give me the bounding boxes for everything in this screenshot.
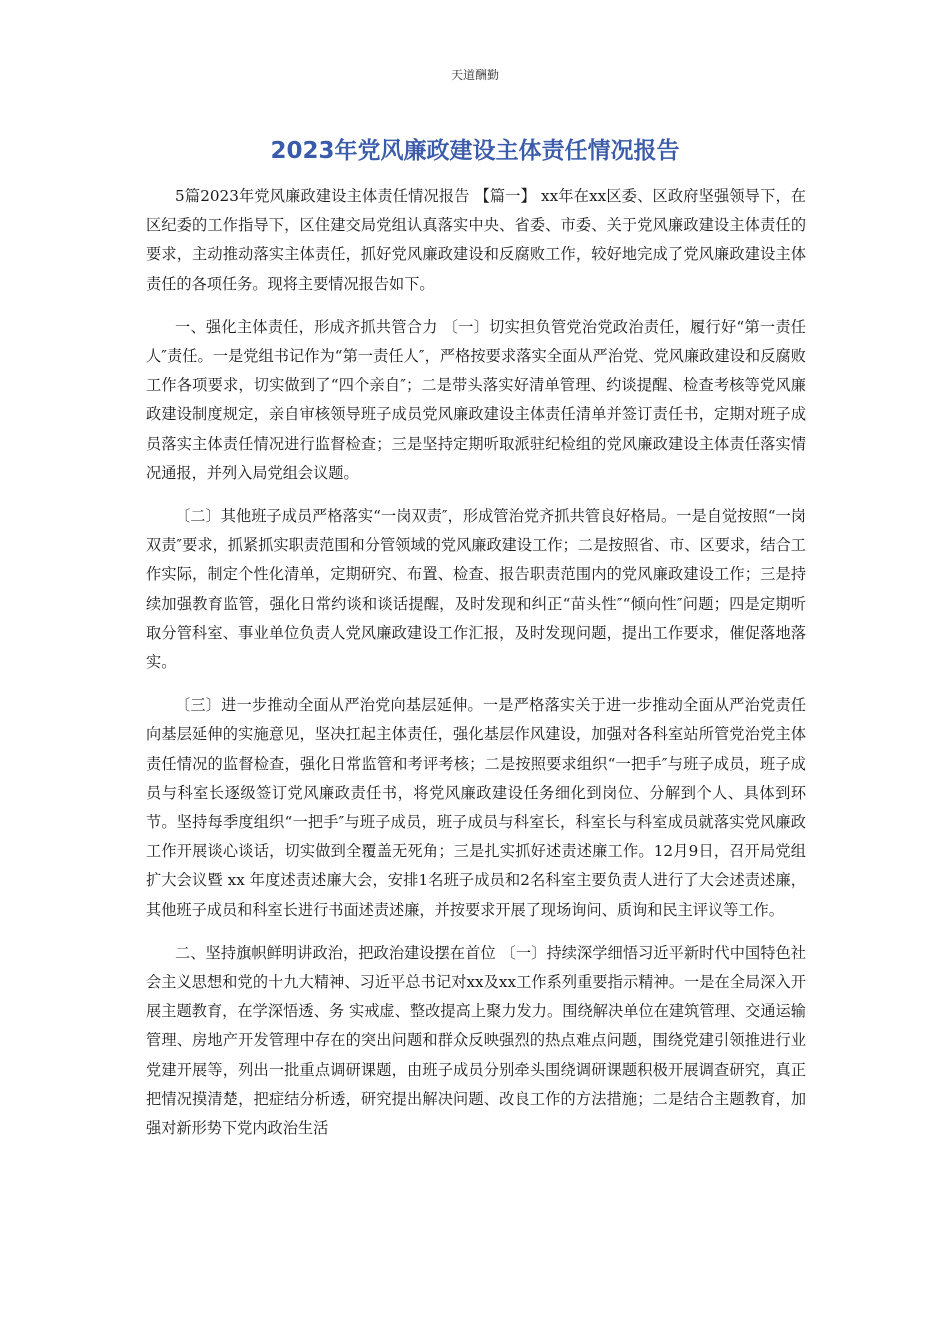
paragraph-section-2-1: 二、坚持旗帜鲜明讲政治，把政治建设摆在首位 〔一〕持续深学细悟习近平新时代中国特色社会主义思想和党的十九大精神、习近平总书记对xx及xx工作系列重要指示精神。一是在全局深入开展主题教育，在学深悟透、务 实戒虚、整改提高上聚力发力。围绕解决单位在建筑管理、交通运输管理、房地产开发管理中存在的突出问题和群众反映强烈的热点难点问题，围绕党建引领推进行业党建开展等，列出一批重点调研课题，由班子成员分别牵头围绕调研课题积极开展调查研究，真正把情况摸清楚，把症结分析透，研究提出解决问题、改良工作的方法措施；二是结合主题教育，加强对新形势下党内政治生活 <box>146 943 806 1138</box>
paragraph-intro: 5篇2023年党风廉政建设主体责任情况报告 【篇一】 xx年在xx区委、区政府坚强领导下，在区纪委的工作指导下，区住建交局党组认真落实中央、省委、市委、关于党风廉政建设主体责任的要求，主动推动落实主体责任，抓好党风廉政建设和反腐败工作，较好地完成了党风廉政建设主体责任的各项任务。现将主要情况报告如下。 <box>146 187 806 293</box>
paragraph-section-1-2: 〔二〕其他班子成员严格落实“一岗双责″，形成管治党齐抓共管良好格局。一是自觉按照“一岗双责″要求，抓紧抓实职责范围和分管领域的党风廉政建设工作；二是按照省、市、区要求，结合工作实际，制定个性化清单，定期研究、布置、检查、报告职责范围内的党风廉政建设工作；三是持续加强教育监管，强化日常约谈和谈话提醒，及时发现和纠正“苗头性″“倾向性″问题；四是定期听取分管科室、事业单位负责人党风廉政建设工作汇报，及时发现问题，提出工作要求，催促落地落实。 <box>146 507 806 672</box>
document-body <box>146 182 806 1157</box>
document-title: 2023年党风廉政建设主体责任情况报告 <box>270 138 680 164</box>
paragraph-section-1-1: 一、强化主体责任，形成齐抓共管合力 〔一〕切实担负管党治党政治责任，履行好“第一责任人″责任。一是党组书记作为“第一责任人″，严格按要求落实全面从严治党、党风廉政建设和反腐败工作各项要求，切实做到了“四个亲自″；二是带头落实好清单管理、约谈提醒、检查考核等党风廉政建设制度规定，亲自审核领导班子成员党风廉政建设主体责任清单并签订责任书，定期对班子成员落实主体责任情况进行监督检查；三是坚持定期听取派驻纪检组的党风廉政建设主体责任落实情况通报，并列入局党组会议题。 <box>146 317 806 482</box>
paragraph-section-1-3: 〔三〕进一步推动全面从严治党向基层延伸。一是严格落实关于进一步推动全面从严治党责任向基层延伸的实施意见，坚决扛起主体责任，强化基层作风建设，加强对各科室站所管党治党主体责任情况的监督检查，强化日常监管和考评考核；二是按照要求组织“一把手″与班子成员，班子成员与科室长逐级签订党风廉政责任书，将党风廉政建设任务细化到岗位、分解到个人、具体到环节。坚持每季度组织“一把手″与班子成员，班子成员与科室长，科室长与科室成员就落实党风廉政工作开展谈心谈话，切实做到全覆盖无死角；三是扎实抓好述责述廉工作。12月9日，召开局党组扩大会议暨 xx 年度述责述廉大会，安排1名班子成员和2名科室主要负责人进行了大会述责述廉，其他班子成员和科室长进行书面述责述廉，并按要求开展了现场询问、质询和民主评议等工作。 <box>146 696 806 919</box>
page-header: 天道酬勤 <box>450 68 499 82</box>
